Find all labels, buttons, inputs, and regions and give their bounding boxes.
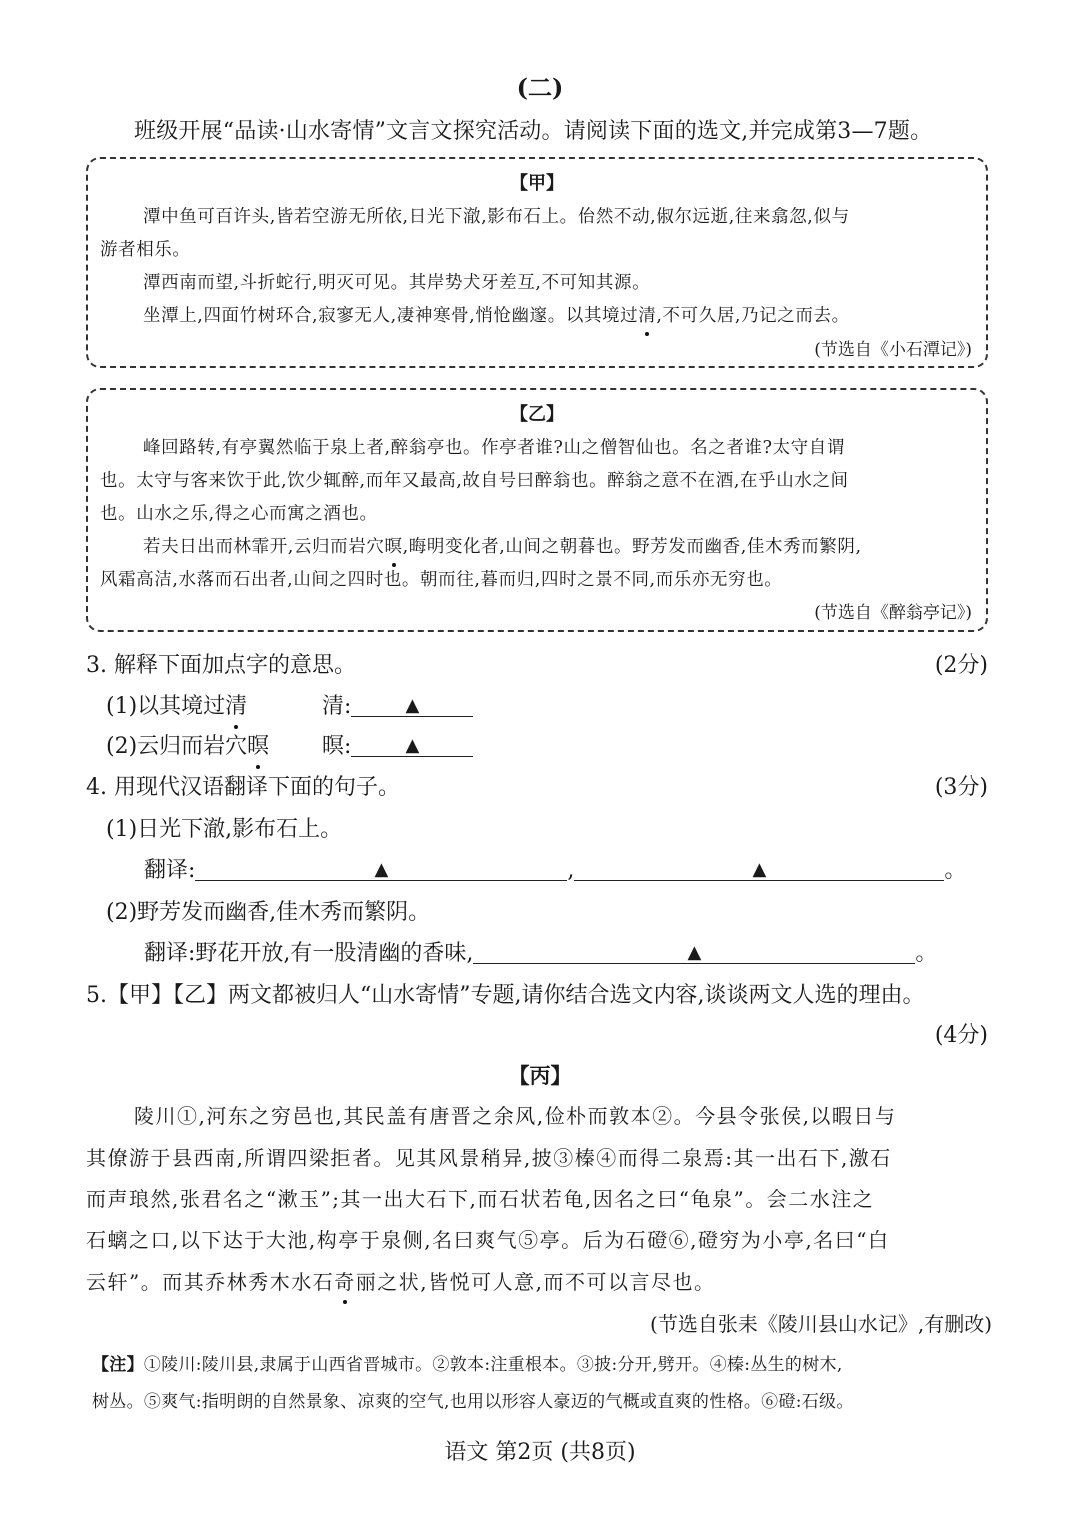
passage-bing-title: 【丙】: [508, 1063, 572, 1088]
triangle-icon: ▲: [687, 942, 702, 963]
passage-jia-box: [86, 157, 988, 368]
passage-yi-line: 也。山水之乐,得之心而寓之酒也。: [100, 504, 378, 524]
question-3-score: (2分): [934, 653, 988, 678]
question-3-item-1: (1)以其境过清: [106, 689, 247, 720]
answer-blank[interactable]: [195, 858, 567, 881]
triangle-icon: ▲: [374, 859, 389, 880]
question-4-score: (3分): [934, 775, 988, 800]
question-4-item-1: (1)日光下澈,影布石上。: [106, 817, 343, 842]
passage-yi-line: 风霜高洁,水落而石出者,山间之四时也。朝而往,暮而归,四时之景不同,而乐亦无穷也。: [100, 570, 783, 590]
passage-jia-line: 潭中鱼可百许头,皆若空游无所依,日光下澈,影布石上。佁然不动,俶尔远逝,往来翕忽,似与: [143, 207, 850, 227]
passage-bing-line: 石螭之口,以下达于大池,构亭于泉侧,名曰爽气⑤亭。后为石磴⑥,磴穷为小亭,名曰“白: [86, 1228, 890, 1252]
notes-label: 【注】: [92, 1355, 144, 1375]
passage-bing-line: 其僚游于县西南,所谓四梁拒者。见其风景稍异,披③榛④而得二泉焉:其一出石下,激石: [86, 1146, 892, 1170]
question-4-item-2: (2)野芳发而幽香,佳木秀而繁阴。: [106, 900, 431, 925]
dotted-char: 暝: [247, 729, 269, 760]
notes-line: 【注】①陵川:陵川县,隶属于山西省晋城市。②敦本:注重根本。③披:分开,劈开。④榛:丛生的树木,: [92, 1355, 843, 1375]
question-4-stem: 4. 用现代汉语翻译下面的句子。: [86, 775, 400, 800]
passage-jia-source: (节选自《小石潭记》): [814, 340, 972, 360]
passage-yi-source: (节选自《醉翁亭记》): [814, 603, 972, 623]
notes-line: 树丛。⑤爽气:指明朗的自然景象、凉爽的空气,也用以形容人豪迈的气概或直爽的性格。⑥磴:石级。: [92, 1392, 854, 1412]
triangle-icon: ▲: [752, 859, 767, 880]
question-3-stem: 3. 解释下面加点字的意思。: [86, 653, 356, 678]
question-5-score: (4分): [934, 1023, 988, 1048]
dotted-char: 暝: [384, 533, 402, 558]
passage-yi-line: 峰回路转,有亭翼然临于泉上者,醉翁亭也。作亭者谁?山之僧智仙也。名之者谁?太守自谓: [143, 438, 845, 458]
passage-bing-source: (节选自张耒《陵川县山水记》,有删改): [650, 1312, 992, 1336]
answer-blank[interactable]: [574, 858, 944, 881]
answer-blank[interactable]: [351, 734, 473, 757]
passage-yi-box: [86, 388, 988, 632]
question-3-answer-2: 暝: ▲: [322, 729, 473, 760]
section-title: (二): [516, 73, 564, 102]
passage-yi-title: 【乙】: [510, 404, 564, 425]
answer-blank[interactable]: [473, 941, 915, 964]
passage-yi-line: 也。太守与客来饮于此,饮少辄醉,而年又最高,故自号曰醉翁也。醉翁之意不在酒,在乎山水之间: [100, 471, 849, 491]
passage-jia-line: 潭西南而望,斗折蛇行,明灭可见。其岸势犬牙差互,不可知其源。: [143, 273, 651, 293]
passage-bing-line: 而声琅然,张君名之“漱玉”;其一出大石下,而石状若龟,因名之曰“龟泉”。会二水注之: [86, 1187, 875, 1211]
passage-jia-title: 【甲】: [510, 173, 564, 194]
question-3-answer-1: 清: ▲: [322, 689, 473, 720]
passage-bing-line: 陵川①,河东之穷邑也,其民盖有唐晋之余风,俭朴而敦本②。今县令张侯,以暇日与: [134, 1104, 897, 1128]
question-4-answer-2: 翻译:野花开放,有一股清幽的香味, ▲ 。: [144, 941, 938, 966]
question-3-item-2: (2)云归而岩穴暝: [106, 729, 269, 760]
question-4-answer-1: 翻译: ▲ , ▲ 。: [144, 858, 967, 883]
answer-blank[interactable]: [351, 694, 473, 717]
passage-jia-line: 坐潭上,四面竹树环合,寂寥无人,凄神寒骨,悄怆幽邃。以其境过清,不可久居,乃记之而去。: [143, 302, 850, 327]
passage-yi-line: 若夫日出而林霏开,云归而岩穴暝,晦明变化者,山间之朝暮也。野芳发而幽香,佳木秀而繁阴,: [143, 533, 862, 558]
page-footer: 语文 第2页 (共8页): [444, 1440, 636, 1465]
triangle-icon: ▲: [405, 735, 420, 756]
intro-instruction: 班级开展“品读·山水寄情”文言文探究活动。请阅读下面的选文,并完成第3—7题。: [134, 119, 933, 144]
passage-bing-line: 云轩”。而其乔林秀木水石奇丽之状,皆悦可人意,而不可以言尽也。: [86, 1266, 715, 1295]
dotted-char: 清: [225, 689, 247, 720]
triangle-icon: ▲: [405, 695, 420, 716]
dotted-char: 奇: [334, 1266, 356, 1295]
passage-jia-line: 游者相乐。: [100, 240, 191, 260]
dotted-char: 清: [638, 302, 656, 327]
question-5-stem: 5.【甲】【乙】两文都被归人“山水寄情”专题,请你结合选文内容,谈谈两文人选的理由。: [86, 983, 925, 1008]
